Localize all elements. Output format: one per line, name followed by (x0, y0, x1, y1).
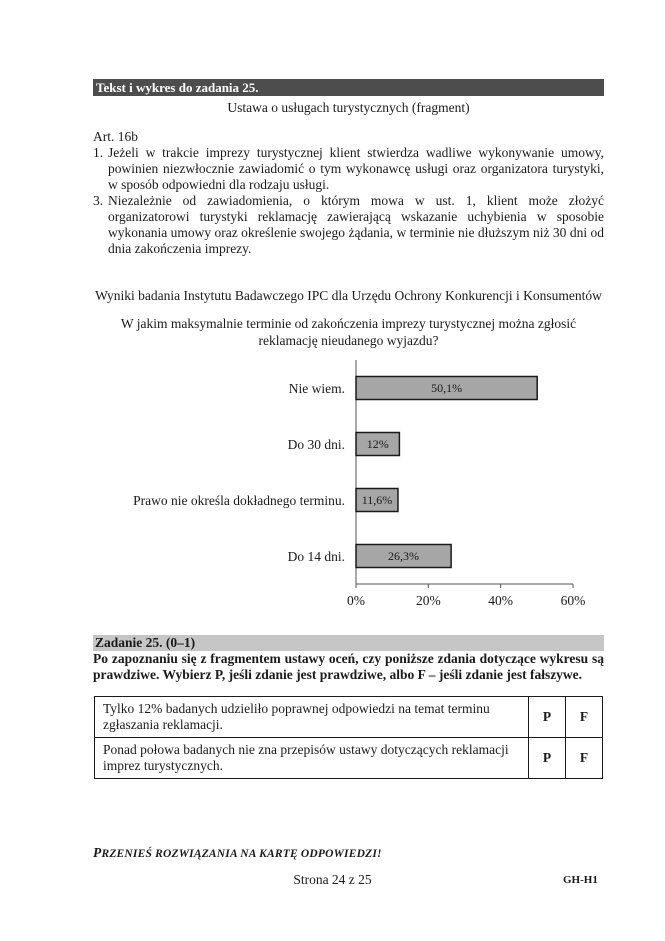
x-tick-label: 20% (415, 593, 441, 608)
transfer-note-first: P (93, 845, 102, 860)
page-number: Strona 24 z 25 (293, 872, 372, 887)
chart-title: W jakim maksymalnie terminie od zakończenia imprezy turystycznej można zgłosić reklamację nieudanego wyjazdu? (120, 316, 577, 348)
x-tick-label: 60% (560, 593, 586, 608)
survey-title: Wyniki badania Instytutu Badawczego IPC dla Urzędu Ochrony Konkurencji i Konsumentów (95, 288, 602, 303)
category-label: Do 30 dni. (287, 437, 345, 452)
transfer-note-rest: RZENIEŚ ROZWIĄZANIA NA KARTĘ ODPOWIEDZI! (101, 848, 382, 860)
transfer-note (93, 845, 382, 861)
law-item-text: Jeżeli w trakcie imprezy turystycznej klient stwierdza wadliwe wykonywanie umowy, powinien niezwłocznie zawiadomić o tym wykonawcę usługi oraz organizatora turystyki, w sposób odpowiedni dla rodzaju usługi. (108, 145, 604, 192)
table-row (95, 697, 603, 738)
x-tick-label: 0% (347, 593, 365, 608)
x-tick-label: 40% (488, 593, 514, 608)
law-item-text: Niezależnie od zawiadomienia, o którym mowa w ust. 1, klient może złożyć organizatorowi turystyki reklamację zawierającą wskazanie uchybienia w sposobie wykonania umowy oraz określenie swojego żądania, w terminie nie dłuższym niż 30 dni od dnia zakończenia imprezy. (108, 193, 604, 256)
law-item (93, 145, 604, 193)
true-option[interactable]: P (529, 697, 566, 738)
document-title: Ustawa o usługach turystycznych (fragment) (227, 100, 470, 115)
data-label: 11,6% (361, 493, 393, 507)
category-label: Do 14 dni. (287, 549, 345, 564)
data-label: 12% (366, 437, 389, 451)
data-label: 26,3% (388, 549, 420, 563)
law-item-number: 1. (93, 145, 104, 160)
task-header: Zadanie 25. (0–1) (93, 635, 604, 651)
true-option[interactable]: P (529, 738, 566, 779)
false-option[interactable]: F (566, 738, 603, 779)
law-item-number: 3. (93, 193, 104, 208)
exam-code: GH-H1 (563, 874, 598, 886)
section-header: Tekst i wykres do zadania 25. (93, 79, 604, 96)
table-row (95, 738, 603, 779)
task-instruction: Po zapoznaniu się z fragmentem ustawy oceń, czy poniższe zdania dotyczące wykresu są prawdziwe. Wybierz P, jeśli zdanie jest prawdziwe, albo F – jeśli zdanie jest fałszywe. (93, 651, 604, 682)
true-false-table (94, 696, 603, 779)
data-label: 50,1% (431, 381, 463, 395)
false-option[interactable]: F (566, 697, 603, 738)
category-label: Prawo nie określa dokładnego terminu. (133, 493, 345, 508)
statement-text: Tylko 12% badanych udzieliło poprawnej odpowiedzi na temat terminu zgłaszania reklamacji. (95, 697, 529, 738)
law-item (93, 193, 604, 257)
bar-chart (0, 360, 665, 620)
law-items (93, 145, 604, 257)
article-number: Art. 16b (93, 129, 138, 144)
statement-text: Ponad połowa badanych nie zna przepisów ustawy dotyczących reklamacji imprez turystycznych. (95, 738, 529, 779)
category-label: Nie wiem. (288, 381, 345, 396)
